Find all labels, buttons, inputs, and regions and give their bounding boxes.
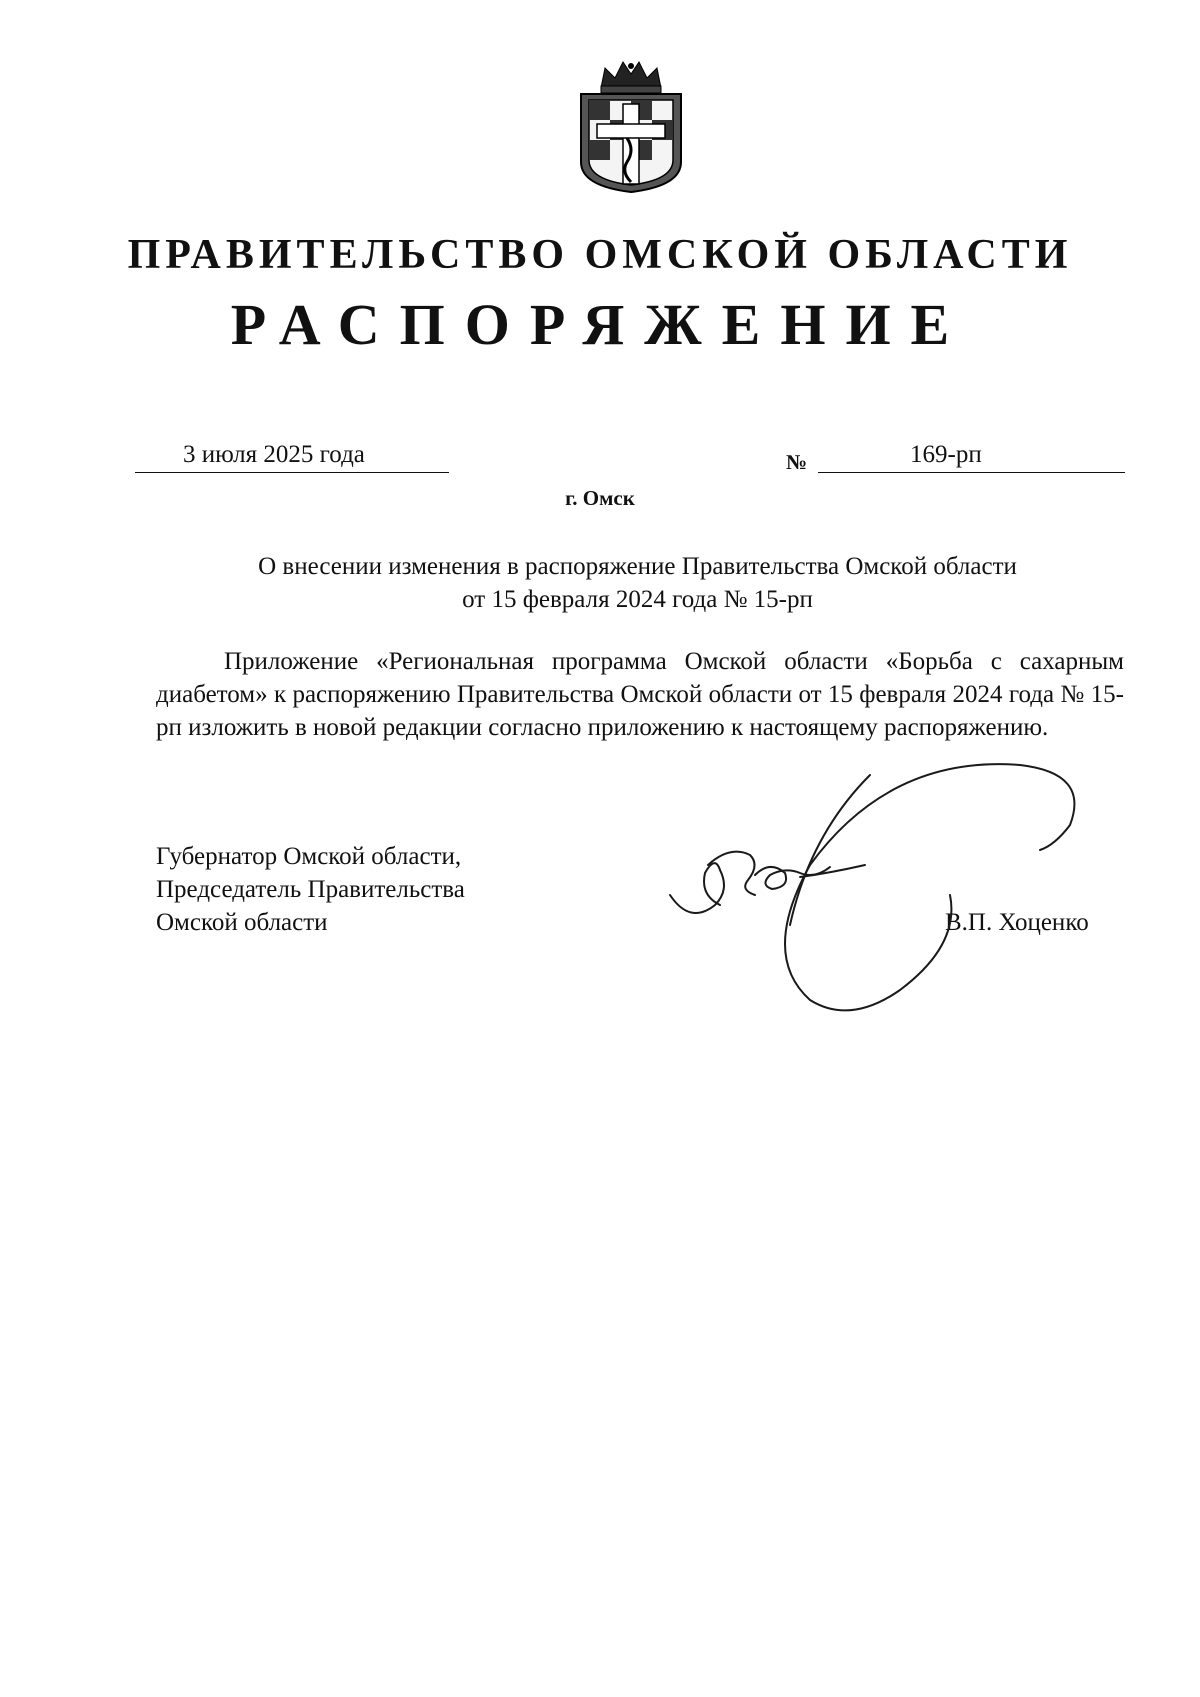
- city-label: г. Омск: [565, 486, 635, 510]
- coat-of-arms-icon: [571, 58, 691, 194]
- document-number-field: [818, 438, 1125, 473]
- handwritten-signature-icon: [660, 755, 1090, 1025]
- number-sign: №: [786, 450, 808, 474]
- subject-line-2: от 15 февраля 2024 года № 15-рп: [462, 586, 813, 613]
- organization-title: ПРАВИТЕЛЬСТВО ОМСКОЙ ОБЛАСТИ: [127, 232, 1073, 278]
- document-number: 169-рп: [910, 441, 982, 468]
- signer-position: Губернатор Омской области, Председатель Правительства Омской области: [156, 843, 465, 936]
- body-paragraph: Приложение «Региональная программа Омской области «Борьба с сахарным диабетом» к распоряжению Правительства Омской области от 15 февраля 2024 года № 15-рп изложить в новой редакции согласно приложению к настоящему распоряжению.: [156, 648, 1124, 741]
- document-type-title: РАСПОРЯЖЕНИЕ: [230, 292, 970, 357]
- signer-name: В.П. Хоценко: [945, 909, 1089, 936]
- subject-line-1: О внесении изменения в распоряжение Правительства Омской области: [258, 553, 1017, 580]
- document-date-field: [135, 438, 449, 473]
- document-subject: [150, 550, 1125, 616]
- document-date: 3 июля 2025 года: [183, 441, 365, 468]
